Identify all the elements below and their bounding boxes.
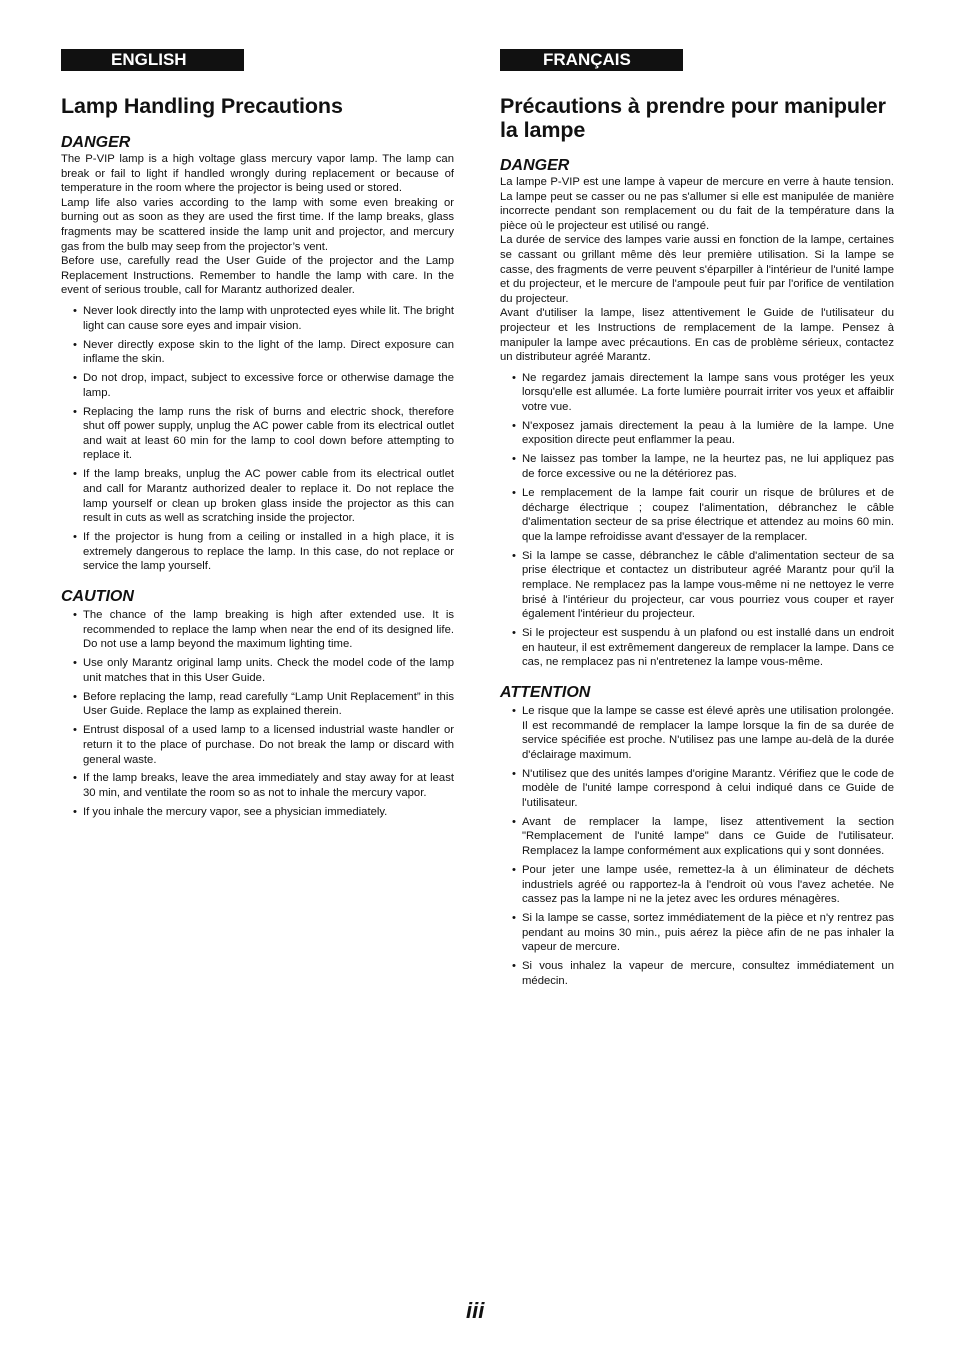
list-item: • If the lamp breaks, unplug the AC power cable from its electrical outlet and call for Marantz authorized dealer to replace it. Do not replace the lamp yourself or clean up broken glass inside the projector as this can result in cuts as well as scratching inside the projector. bbox=[73, 468, 454, 525]
list-item: • N'exposez jamais directement la peau à la lumière de la lampe. Une exposition directe peut enflammer la peau. bbox=[512, 419, 894, 447]
bullet-dot-icon: • bbox=[512, 627, 516, 640]
bullet-dot-icon: • bbox=[73, 690, 77, 703]
language-label-english: ENGLISH bbox=[61, 49, 244, 71]
bullet-dot-icon: • bbox=[73, 608, 77, 621]
list-item: • Avant de remplacer la lampe, lisez attentivement la section "Remplacement de l'unité lampe" dans ce Guide de l'utilisateur. Remplacez la lampe conformément aux explications qui y sont données. bbox=[512, 815, 894, 858]
caution-heading-french: ATTENTION bbox=[500, 683, 591, 701]
list-item: • Si la lampe se casse, sortez immédiatement de la pièce et n'y rentrez pas pendant au moins 30 min., puis aérez la pièce afin de ne pas inhaler la vapeur de mercure. bbox=[512, 912, 894, 954]
list-item: • If you inhale the mercury vapor, see a physician immediately. bbox=[73, 806, 388, 819]
bullet-dot-icon: • bbox=[512, 864, 516, 877]
list-item: • Si le projecteur est suspendu à un plafond ou est installé dans un endroit en hauteur, il est extrêmement dangereux de remplacer la lampe. Dans ce cas, ne remplacez pas ni n'entretenez la lampe vous-même. bbox=[512, 627, 894, 669]
list-item: • If the lamp breaks, leave the area immediately and stay away for at least 30 min, and ventilate the room so as not to inhale the mercury vapor. bbox=[73, 772, 454, 800]
list-item: • Before replacing the lamp, read carefully “Lamp Unit Replacement” in this User Guide. Replace the lamp as explained therein. bbox=[73, 690, 454, 718]
bullet-dot-icon: • bbox=[73, 304, 77, 317]
list-item: • Si vous inhalez la vapeur de mercure, consultez immédiatement un médecin. bbox=[512, 960, 894, 987]
bullet-dot-icon: • bbox=[512, 453, 516, 466]
bullet-dot-icon: • bbox=[512, 487, 516, 500]
list-item: • Replacing the lamp runs the risk of burns and electric shock, therefore shut off power supply, unplug the AC power cable from its electrical outlet and wait at least 60 min for the lamp to cool down before attempting to replace it. bbox=[73, 405, 454, 462]
bullet-dot-icon: • bbox=[512, 704, 516, 717]
list-item: • Never look directly into the lamp with unprotected eyes while lit. The bright light can cause sore eyes and impair vision. bbox=[73, 304, 454, 332]
list-item: • Pour jeter une lampe usée, remettez-la à un éliminateur de déchets industriels agréé ou rapportez-la à l'endroit où vous l'avez achetée. Ne cassez pas la lampe ni ne la jetez avec les ordures ménagères. bbox=[512, 864, 894, 906]
bullet-dot-icon: • bbox=[73, 405, 77, 418]
bullet-dot-icon: • bbox=[512, 419, 516, 432]
bullet-dot-icon: • bbox=[73, 531, 77, 544]
page-title-english: Lamp Handling Precautions bbox=[61, 94, 343, 118]
list-item: • Never directly expose skin to the light of the lamp. Direct exposure can inflame the skin. bbox=[73, 338, 454, 366]
list-item: • Ne laissez pas tomber la lampe, ne la heurtez pas, ne lui appliquez pas de force excessive ou ne la détériorez pas. bbox=[512, 453, 894, 481]
danger-paragraph: Avant d'utiliser la lampe, lisez attentivement le Guide de l'utilisateur du projecteur et les Instructions de remplacement de la lampe. Pensez à manipuler la lampe avec précautions. En cas de problème sérieux, contactez un distributeur agréé Marantz. bbox=[500, 307, 894, 364]
list-item: • Ne regardez jamais directement la lampe sans vous protéger les yeux lorsqu'elle est allumée. La forte lumière pourrait irriter vos yeux et affaiblir votre vue. bbox=[512, 371, 894, 413]
bullet-dot-icon: • bbox=[512, 767, 516, 780]
bullet-dot-icon: • bbox=[512, 815, 516, 828]
danger-paragraph: Before use, carefully read the User Guide of the projector and the Lamp Replacement Instructions. Remember to handle the lamp with care. In the event of serious trouble, call for Marantz authorized dealer. bbox=[61, 255, 454, 297]
danger-heading-english: DANGER bbox=[61, 134, 131, 151]
french-body bbox=[500, 157, 894, 993]
bullet-dot-icon: • bbox=[512, 912, 516, 925]
bullet-dot-icon: • bbox=[512, 371, 516, 384]
danger-paragraph: La lampe P-VIP est une lampe à vapeur de mercure en verre à haute tension. La lampe peut se casser ou ne pas s'allumer si elle est manipulée de manière incorrecte pendant son remplacement ou du fait de la température dans la pièce où le projecteur est utilisé ou rangé. bbox=[500, 176, 894, 232]
page-number: iii bbox=[466, 1298, 485, 1323]
bullet-dot-icon: • bbox=[73, 468, 77, 481]
english-body bbox=[61, 134, 454, 824]
list-item: • Le risque que la lampe se casse est élevé après une utilisation prolongée. Il est recommandé de remplacer la lampe lorsque la fin de sa durée de service spécifiée est proche. N'utilisez pas une lampe au-delà de la durée d'éclairage maximum. bbox=[512, 704, 894, 761]
list-item: • Le remplacement de la lampe fait courir un risque de brûlures et de décharge électrique ; coupez l'alimentation, débranchez le câble d'alimentation secteur de sa prise électrique et attendez au moins 60 min. que la lampe refroidisse avant d'essayer de la remplacer. bbox=[512, 487, 894, 543]
list-item: • The chance of the lamp breaking is high after extended use. It is recommended to replace the lamp when near the end of its designed life. Do not use a lamp beyond the maximum lighting time. bbox=[73, 608, 454, 651]
bullet-dot-icon: • bbox=[73, 724, 77, 737]
list-item: • Si la lampe se casse, débranchez le câble d'alimentation secteur de sa prise électrique et contactez un distributeur agréé Marantz pour qu'il la remplace. Ne remplacez pas la lampe vous-même ni ne nettoyez le verre brisé à l'intérieur du projecteur, car vous pourriez vous couper et rayer également l'intérieur du projecteur. bbox=[512, 549, 894, 621]
caution-list-english bbox=[61, 608, 454, 820]
bullet-dot-icon: • bbox=[73, 657, 77, 670]
page-title-french: Précautions à prendre pour manipuler la lampe bbox=[500, 94, 886, 142]
list-item: • Entrust disposal of a used lamp to a licensed industrial waste handler or return it to the place of purchase. Do not break the lamp or discard with general waste. bbox=[73, 724, 454, 766]
caution-list-french bbox=[500, 704, 894, 989]
caution-heading-english: CAUTION bbox=[61, 587, 134, 605]
list-item: • Do not drop, impact, subject to excessive force or otherwise damage the lamp. bbox=[73, 372, 454, 399]
list-item: • If the projector is hung from a ceiling or installed in a high place, it is extremely dangerous to replace the lamp. In this case, do not replace or service the lamp yourself. bbox=[73, 531, 454, 573]
bullet-dot-icon: • bbox=[73, 338, 77, 351]
list-item: • Use only Marantz original lamp units. Check the model code of the lamp unit matches that in this User Guide. bbox=[73, 657, 454, 684]
danger-paragraph: Lamp life also varies according to the lamp with some even breaking or burning out as soon as they are used the first time. If the lamp breaks, glass fragments may be scattered inside the lamp unit and projector, and mercury gas from the bulb may seep from the projector’s vent. bbox=[61, 196, 454, 253]
bullet-dot-icon: • bbox=[512, 549, 516, 562]
danger-list-french bbox=[500, 371, 894, 670]
danger-paragraph: The P-VIP lamp is a high voltage glass mercury vapor lamp. The lamp can break or fail to light if handled wrongly during replacement or because of temperature in the room where the projector is being used or stored. bbox=[61, 153, 454, 195]
bullet-dot-icon: • bbox=[73, 772, 77, 785]
list-item: • N'utilisez que des unités lampes d'origine Marantz. Vérifiez que le code de modèle de l'unité lampe correspond à celui indiqué dans ce Guide de l'utilisateur. bbox=[512, 767, 894, 809]
bullet-dot-icon: • bbox=[73, 372, 77, 385]
bullet-dot-icon: • bbox=[73, 806, 77, 819]
danger-heading-french: DANGER bbox=[500, 157, 570, 174]
danger-paragraph: La durée de service des lampes varie aussi en fonction de la lampe, certaines se cassant ou grillant même dès leur première utilisation. Si la lampe se casse, des fragments de verre peuvent s'éparpiller à l'intérieur de l'unité lampe et du projecteur, et le mercure de l'ampoule peut fuir par l'orifice de ventilation du projecteur. bbox=[500, 234, 894, 305]
danger-list-english bbox=[61, 304, 454, 574]
bullet-dot-icon: • bbox=[512, 960, 516, 973]
language-label-french: FRANÇAIS bbox=[500, 49, 683, 71]
